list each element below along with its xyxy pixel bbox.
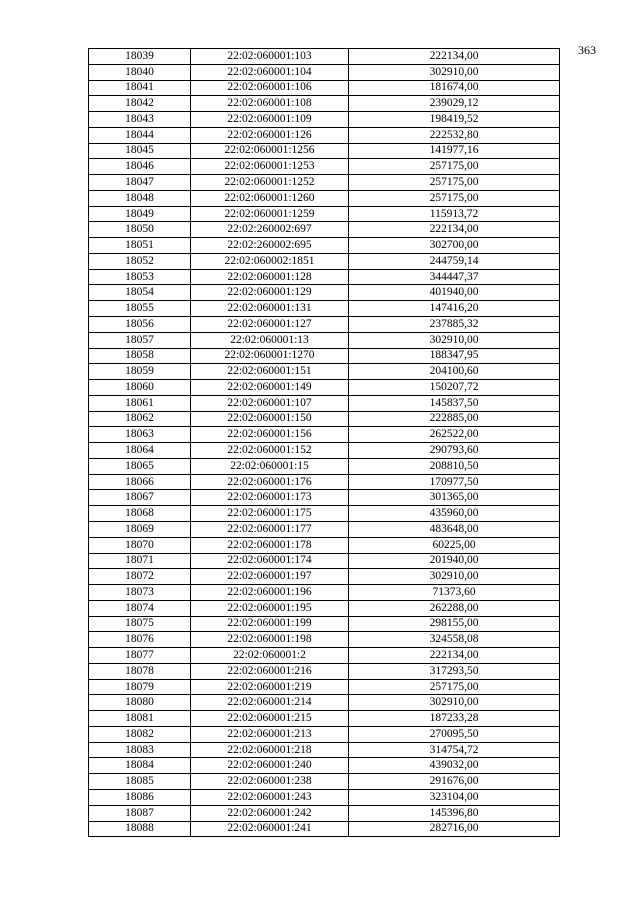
cadastral-number-cell: 22:02:060001:151 — [191, 364, 349, 380]
row-number-cell: 18077 — [89, 648, 191, 664]
table-row — [89, 506, 560, 522]
table-row — [89, 427, 560, 443]
amount-cell: 257175,00 — [349, 190, 560, 206]
amount-cell: 115913,72 — [349, 206, 560, 222]
cadastral-number-cell: 22:02:060001:195 — [191, 600, 349, 616]
table-row — [89, 301, 560, 317]
table-row — [89, 269, 560, 285]
table-row — [89, 127, 560, 143]
table-row — [89, 648, 560, 664]
amount-cell: 270095,50 — [349, 726, 560, 742]
table-row — [89, 600, 560, 616]
table-row — [89, 521, 560, 537]
row-number-cell: 18066 — [89, 474, 191, 490]
cadastral-number-cell: 22:02:060001:126 — [191, 127, 349, 143]
row-number-cell: 18056 — [89, 317, 191, 333]
row-number-cell: 18044 — [89, 127, 191, 143]
amount-cell: 317293,50 — [349, 663, 560, 679]
cadastral-number-cell: 22:02:060001:197 — [191, 569, 349, 585]
table-row — [89, 679, 560, 695]
table-row — [89, 805, 560, 821]
table-row — [89, 332, 560, 348]
cadastral-number-cell: 22:02:060001:128 — [191, 269, 349, 285]
amount-cell: 257175,00 — [349, 679, 560, 695]
table-row — [89, 380, 560, 396]
table-row — [89, 49, 560, 65]
cadastral-number-cell: 22:02:060001:243 — [191, 789, 349, 805]
row-number-cell: 18086 — [89, 789, 191, 805]
table-row — [89, 238, 560, 254]
cadastral-number-cell: 22:02:060001:109 — [191, 112, 349, 128]
table-row — [89, 758, 560, 774]
table-row — [89, 443, 560, 459]
cadastral-number-cell: 22:02:060001:238 — [191, 774, 349, 790]
cadastral-number-cell: 22:02:060001:215 — [191, 711, 349, 727]
table-row — [89, 458, 560, 474]
row-number-cell: 18050 — [89, 222, 191, 238]
row-number-cell: 18067 — [89, 490, 191, 506]
amount-cell: 147416,20 — [349, 301, 560, 317]
cadastral-number-cell: 22:02:060001:1252 — [191, 175, 349, 191]
amount-cell: 237885,32 — [349, 317, 560, 333]
cadastral-number-cell: 22:02:060001:242 — [191, 805, 349, 821]
row-number-cell: 18064 — [89, 443, 191, 459]
row-number-cell: 18055 — [89, 301, 191, 317]
table-row — [89, 395, 560, 411]
amount-cell: 141977,16 — [349, 143, 560, 159]
cadastral-number-cell: 22:02:060001:15 — [191, 458, 349, 474]
amount-cell: 290793,60 — [349, 443, 560, 459]
amount-cell: 145396,80 — [349, 805, 560, 821]
amount-cell: 302910,00 — [349, 569, 560, 585]
amount-cell: 222885,00 — [349, 411, 560, 427]
table-row — [89, 96, 560, 112]
cadastral-number-cell: 22:02:060001:103 — [191, 49, 349, 65]
cadastral-number-cell: 22:02:060001:108 — [191, 96, 349, 112]
row-number-cell: 18079 — [89, 679, 191, 695]
amount-cell: 198419,52 — [349, 112, 560, 128]
row-number-cell: 18057 — [89, 332, 191, 348]
row-number-cell: 18062 — [89, 411, 191, 427]
cadastral-number-cell: 22:02:060001:178 — [191, 537, 349, 553]
table-row — [89, 80, 560, 96]
amount-cell: 324558,08 — [349, 632, 560, 648]
amount-cell: 302700,00 — [349, 238, 560, 254]
row-number-cell: 18042 — [89, 96, 191, 112]
row-number-cell: 18085 — [89, 774, 191, 790]
row-number-cell: 18074 — [89, 600, 191, 616]
amount-cell: 483648,00 — [349, 521, 560, 537]
cadastral-number-cell: 22:02:260002:695 — [191, 238, 349, 254]
row-number-cell: 18045 — [89, 143, 191, 159]
amount-cell: 204100,60 — [349, 364, 560, 380]
row-number-cell: 18075 — [89, 616, 191, 632]
row-number-cell: 18049 — [89, 206, 191, 222]
amount-cell: 239029,12 — [349, 96, 560, 112]
row-number-cell: 18051 — [89, 238, 191, 254]
amount-cell: 282716,00 — [349, 821, 560, 837]
row-number-cell: 18070 — [89, 537, 191, 553]
table-row — [89, 569, 560, 585]
row-number-cell: 18040 — [89, 64, 191, 80]
amount-cell: 439032,00 — [349, 758, 560, 774]
amount-cell: 291676,00 — [349, 774, 560, 790]
row-number-cell: 18047 — [89, 175, 191, 191]
cadastral-number-cell: 22:02:060001:129 — [191, 285, 349, 301]
cadastral-number-cell: 22:02:060002:1851 — [191, 253, 349, 269]
cadastral-number-cell: 22:02:060001:149 — [191, 380, 349, 396]
row-number-cell: 18081 — [89, 711, 191, 727]
cadastral-number-cell: 22:02:060001:1260 — [191, 190, 349, 206]
row-number-cell: 18078 — [89, 663, 191, 679]
registry-table-body — [89, 49, 560, 837]
cadastral-number-cell: 22:02:060001:241 — [191, 821, 349, 837]
page-number: 363 — [578, 43, 596, 57]
table-row — [89, 112, 560, 128]
cadastral-number-cell: 22:02:060001:196 — [191, 585, 349, 601]
cadastral-number-cell: 22:02:060001:240 — [191, 758, 349, 774]
amount-cell: 188347,95 — [349, 348, 560, 364]
row-number-cell: 18087 — [89, 805, 191, 821]
row-number-cell: 18043 — [89, 112, 191, 128]
row-number-cell: 18072 — [89, 569, 191, 585]
amount-cell: 314754,72 — [349, 742, 560, 758]
cadastral-number-cell: 22:02:060001:176 — [191, 474, 349, 490]
cadastral-number-cell: 22:02:060001:1253 — [191, 159, 349, 175]
cadastral-number-cell: 22:02:060001:13 — [191, 332, 349, 348]
amount-cell: 323104,00 — [349, 789, 560, 805]
row-number-cell: 18071 — [89, 553, 191, 569]
amount-cell: 222134,00 — [349, 49, 560, 65]
cadastral-number-cell: 22:02:060001:104 — [191, 64, 349, 80]
amount-cell: 401940,00 — [349, 285, 560, 301]
amount-cell: 222134,00 — [349, 222, 560, 238]
cadastral-number-cell: 22:02:060001:152 — [191, 443, 349, 459]
cadastral-number-cell: 22:02:060001:150 — [191, 411, 349, 427]
table-row — [89, 253, 560, 269]
table-row — [89, 159, 560, 175]
row-number-cell: 18060 — [89, 380, 191, 396]
cadastral-number-cell: 22:02:060001:2 — [191, 648, 349, 664]
row-number-cell: 18080 — [89, 695, 191, 711]
amount-cell: 222532,80 — [349, 127, 560, 143]
row-number-cell: 18065 — [89, 458, 191, 474]
cadastral-number-cell: 22:02:060001:199 — [191, 616, 349, 632]
table-row — [89, 726, 560, 742]
amount-cell: 201940,00 — [349, 553, 560, 569]
row-number-cell: 18046 — [89, 159, 191, 175]
cadastral-number-cell: 22:02:060001:173 — [191, 490, 349, 506]
table-row — [89, 206, 560, 222]
cadastral-number-cell: 22:02:060001:156 — [191, 427, 349, 443]
table-row — [89, 190, 560, 206]
row-number-cell: 18054 — [89, 285, 191, 301]
row-number-cell: 18063 — [89, 427, 191, 443]
amount-cell: 181674,00 — [349, 80, 560, 96]
table-row — [89, 64, 560, 80]
table-row — [89, 616, 560, 632]
table-row — [89, 175, 560, 191]
table-row — [89, 789, 560, 805]
table-row — [89, 585, 560, 601]
amount-cell: 344447,37 — [349, 269, 560, 285]
cadastral-number-cell: 22:02:060001:175 — [191, 506, 349, 522]
cadastral-number-cell: 22:02:060001:214 — [191, 695, 349, 711]
table-row — [89, 348, 560, 364]
cadastral-number-cell: 22:02:060001:177 — [191, 521, 349, 537]
table-row — [89, 821, 560, 837]
table-row — [89, 695, 560, 711]
amount-cell: 302910,00 — [349, 695, 560, 711]
table-row — [89, 222, 560, 238]
amount-cell: 71373,60 — [349, 585, 560, 601]
cadastral-number-cell: 22:02:060001:106 — [191, 80, 349, 96]
amount-cell: 262522,00 — [349, 427, 560, 443]
amount-cell: 301365,00 — [349, 490, 560, 506]
amount-cell: 298155,00 — [349, 616, 560, 632]
row-number-cell: 18059 — [89, 364, 191, 380]
cadastral-number-cell: 22:02:060001:219 — [191, 679, 349, 695]
cadastral-number-cell: 22:02:060001:174 — [191, 553, 349, 569]
amount-cell: 435960,00 — [349, 506, 560, 522]
row-number-cell: 18083 — [89, 742, 191, 758]
row-number-cell: 18053 — [89, 269, 191, 285]
amount-cell: 208810,50 — [349, 458, 560, 474]
table-row — [89, 711, 560, 727]
cadastral-number-cell: 22:02:260002:697 — [191, 222, 349, 238]
table-row — [89, 411, 560, 427]
row-number-cell: 18052 — [89, 253, 191, 269]
amount-cell: 170977,50 — [349, 474, 560, 490]
amount-cell: 302910,00 — [349, 332, 560, 348]
cadastral-number-cell: 22:02:060001:107 — [191, 395, 349, 411]
cadastral-number-cell: 22:02:060001:1270 — [191, 348, 349, 364]
table-row — [89, 742, 560, 758]
cadastral-number-cell: 22:02:060001:131 — [191, 301, 349, 317]
cadastral-number-cell: 22:02:060001:1259 — [191, 206, 349, 222]
registry-table — [88, 48, 560, 837]
row-number-cell: 18041 — [89, 80, 191, 96]
row-number-cell: 18073 — [89, 585, 191, 601]
table-row — [89, 537, 560, 553]
cadastral-number-cell: 22:02:060001:213 — [191, 726, 349, 742]
table-row — [89, 474, 560, 490]
row-number-cell: 18084 — [89, 758, 191, 774]
cadastral-number-cell: 22:02:060001:218 — [191, 742, 349, 758]
table-row — [89, 317, 560, 333]
amount-cell: 257175,00 — [349, 159, 560, 175]
amount-cell: 257175,00 — [349, 175, 560, 191]
row-number-cell: 18069 — [89, 521, 191, 537]
table-row — [89, 143, 560, 159]
amount-cell: 244759,14 — [349, 253, 560, 269]
row-number-cell: 18039 — [89, 49, 191, 65]
table-row — [89, 553, 560, 569]
cadastral-number-cell: 22:02:060001:1256 — [191, 143, 349, 159]
amount-cell: 145837,50 — [349, 395, 560, 411]
table-row — [89, 632, 560, 648]
table-row — [89, 285, 560, 301]
row-number-cell: 18048 — [89, 190, 191, 206]
row-number-cell: 18068 — [89, 506, 191, 522]
cadastral-number-cell: 22:02:060001:127 — [191, 317, 349, 333]
row-number-cell: 18082 — [89, 726, 191, 742]
table-row — [89, 364, 560, 380]
table-row — [89, 663, 560, 679]
amount-cell: 262288,00 — [349, 600, 560, 616]
amount-cell: 60225,00 — [349, 537, 560, 553]
row-number-cell: 18061 — [89, 395, 191, 411]
table-row — [89, 490, 560, 506]
amount-cell: 302910,00 — [349, 64, 560, 80]
cadastral-number-cell: 22:02:060001:198 — [191, 632, 349, 648]
row-number-cell: 18058 — [89, 348, 191, 364]
table-row — [89, 774, 560, 790]
amount-cell: 150207,72 — [349, 380, 560, 396]
cadastral-number-cell: 22:02:060001:216 — [191, 663, 349, 679]
row-number-cell: 18076 — [89, 632, 191, 648]
amount-cell: 187233,28 — [349, 711, 560, 727]
row-number-cell: 18088 — [89, 821, 191, 837]
amount-cell: 222134,00 — [349, 648, 560, 664]
